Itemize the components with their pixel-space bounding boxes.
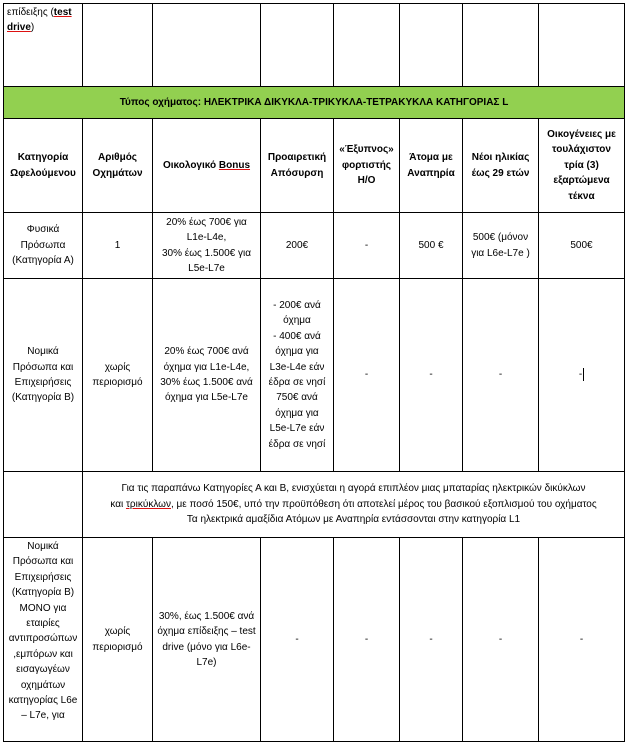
continued-suffix: ) — [30, 22, 35, 34]
row-c-young: - — [463, 538, 539, 742]
row-b-vehicles: χωρίς περιορισμό — [83, 279, 153, 472]
row-c-smart-charger: - — [334, 538, 400, 742]
row-a-vehicles: 1 — [83, 213, 153, 279]
drive-word: drive — [7, 22, 31, 34]
section-title-row — [4, 87, 625, 119]
empty-cell — [334, 4, 400, 87]
test-word: test — [53, 7, 72, 18]
row-a-category: Φυσικά Πρόσωπα (Κατηγορία Α) — [4, 213, 83, 279]
row-b-scrappage-3: 750€ ανά όχημα για L5e-L7e εάν έδρα σε νησί — [268, 392, 326, 450]
row-c-bonus: 30%, έως 1.500€ ανά όχημα επίδειξης – test drive (μόνο για L6e-L7e) — [153, 538, 261, 742]
table-row-category-a — [4, 213, 625, 279]
row-b-category: Νομικά Πρόσωπα και Επιχειρήσεις (Κατηγορία Β) — [4, 279, 83, 472]
row-c-scrappage: - — [261, 538, 334, 742]
header-category: Κατηγορία Ωφελούμενου — [4, 119, 83, 213]
row-a-bonus — [153, 213, 261, 279]
note-cell — [83, 472, 625, 538]
row-b-bonus — [153, 279, 261, 472]
note-line2-post: , με ποσό 150€, υπό την προϋπόθεση ότι αποτελεί μέρος του βασικού εξοπλισμού του οχήματος — [170, 498, 597, 510]
row-b-families — [539, 279, 625, 472]
row-c-category — [4, 538, 83, 742]
header-scrappage: Προαιρετική Απόσυρση — [261, 119, 334, 213]
row-b-scrappage — [261, 279, 334, 472]
row-b-families-value: - — [578, 369, 583, 381]
table-row-category-b — [4, 279, 625, 472]
section-title: Τύπος οχήματος: ΗΛΕΚΤΡΙΚΑ ΔΙΚΥΚΛΑ-ΤΡΙΚΥΚΛΑ-ΤΕΤΡΑΚΥΚΛΑ ΚΑΤΗΓΟΡΙΑΣ L — [4, 87, 625, 119]
empty-cell — [153, 4, 261, 87]
empty-cell — [261, 4, 334, 87]
note-tricycles-word: τρικύκλων — [125, 498, 171, 510]
row-b-smart-charger: - — [334, 279, 400, 472]
continued-text: επίδειξης ( — [7, 7, 54, 18]
row-b-bonus-line1: 20% έως 700€ ανά όχημα για L1e-L4e, — [163, 346, 250, 373]
header-bonus — [153, 119, 261, 213]
header-families: Οικογένειες με τουλάχιστον τρία (3) εξαρτώμενα τέκνα — [539, 119, 625, 213]
row-c-disabled: - — [400, 538, 463, 742]
row-a-disabled: 500 € — [400, 213, 463, 279]
row-b-disabled: - — [400, 279, 463, 472]
row-b-young: - — [463, 279, 539, 472]
row-a-smart-charger: - — [334, 213, 400, 279]
header-bonus-prefix: Οικολογικό — [162, 159, 219, 171]
header-smart-charger: «Έξυπνος» φορτιστής Η/Ο — [334, 119, 400, 213]
empty-cell — [463, 4, 539, 87]
text-cursor — [583, 368, 584, 381]
header-bonus-word: Bonus — [218, 159, 251, 171]
row-b-scrappage-1: - 200€ ανά όχημα — [273, 299, 321, 327]
empty-cell — [83, 4, 153, 87]
note-row — [4, 472, 625, 538]
note-line2-pre: και — [110, 498, 126, 510]
subsidy-table — [3, 3, 625, 742]
empty-cell — [539, 4, 625, 87]
note-empty-cell — [4, 472, 83, 538]
subsidy-table-page — [3, 3, 624, 742]
table-row-dealers — [4, 538, 625, 742]
table-row-continuation — [4, 4, 625, 87]
header-row — [4, 119, 625, 213]
header-young: Νέοι ηλικίας έως 29 ετών — [463, 119, 539, 213]
header-disabled: Άτομα με Αναπηρία — [400, 119, 463, 213]
row-c-families: - — [539, 538, 625, 742]
row-a-scrappage: 200€ — [261, 213, 334, 279]
header-vehicles: Αριθμός Οχημάτων — [83, 119, 153, 213]
note-line3: Τα ηλεκτρικά αμαξίδια Ατόμων με Αναπηρία εντάσσονται στην κατηγορία L1 — [186, 514, 521, 526]
row-b-bonus-line2: 30% έως 1.500€ ανά όχημα για L5e-L7e — [160, 377, 253, 404]
row-a-bonus-line1: 20% έως 700€ για L1e-L4e, — [166, 216, 247, 244]
row-c-category-text: Νομικά Πρόσωπα και Επιχειρήσεις (Κατηγορία Β) ΜΟΝΟ για εταιρίες αντιπροσώπων ,εμπόρων και εισαγωγέων οχημάτων κατηγορίας L6e – L7e, για — [8, 541, 78, 722]
empty-cell — [400, 4, 463, 87]
row-a-bonus-line2: 30% έως 1.500€ για L5e-L7e — [161, 247, 252, 274]
row-a-young: 500€ (μόνον για L6e-L7e ) — [463, 213, 539, 279]
row-a-families: 500€ — [539, 213, 625, 279]
continued-category-cell — [4, 4, 83, 87]
row-c-vehicles: χωρίς περιορισμό — [83, 538, 153, 742]
note-line1: Για τις παραπάνω Κατηγορίες Α και Β, ενισχύεται η αγορά επιπλέον μιας μπαταρίας ηλεκτρικών δικύκλων — [121, 483, 586, 495]
row-b-scrappage-2: - 400€ ανά όχημα για L3e-L4e εάν έδρα σε νησί — [268, 330, 326, 388]
